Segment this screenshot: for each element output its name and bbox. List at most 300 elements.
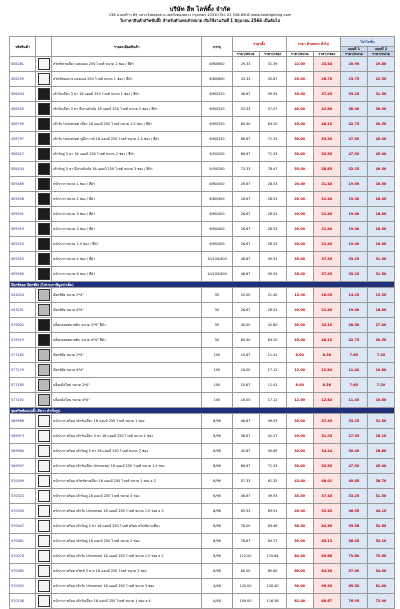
promo-tier1-price: 33.25 <box>340 87 367 102</box>
list-price-unit: 10.67 <box>232 378 259 393</box>
product-thumbnail <box>38 319 50 331</box>
product-code: SE9519 <box>10 222 36 237</box>
promo-tier1-price: 33.25 <box>340 267 367 282</box>
promo-tier2-price: 45.00 <box>367 132 394 147</box>
dealer-price-box: 23.54 <box>313 57 340 72</box>
promo-tier1-price: 28.50 <box>340 318 367 333</box>
promo-tier2-price: 18.00 <box>367 237 394 252</box>
promo-tier1-price: 79.80 <box>340 549 367 564</box>
pack-size: 6/96 <box>202 549 232 564</box>
product-code: 579002 <box>10 318 36 333</box>
product-code: SE8427 <box>10 147 36 162</box>
pack-size: 10/100/400 <box>202 267 232 282</box>
product-image <box>36 318 52 333</box>
product-image <box>36 303 52 318</box>
pack-size: 5/50/200 <box>202 162 232 177</box>
product-thumbnail <box>38 103 50 115</box>
product-description: สวิทช์สองทาง แสงแดง 250 โวลต์ ขนาด 1 ช่อง / สีดำ <box>52 72 202 87</box>
pack-size: 6/96 <box>202 444 232 459</box>
product-code: 570023 <box>10 489 36 504</box>
list-price-unit: 65.33 <box>232 504 259 519</box>
product-image <box>36 363 52 378</box>
list-price-unit: 26.67 <box>232 207 259 222</box>
product-thumbnail <box>38 595 50 607</box>
col-description: รายละเอียดสินค้า <box>52 37 202 57</box>
promo-tier2-price: 52.65 <box>367 519 394 534</box>
list-price-unit: 26.67 <box>232 303 259 318</box>
dealer-price-unit: 58.50 <box>286 519 313 534</box>
dealer-price-box: 21.40 <box>313 207 340 222</box>
product-image <box>36 348 52 363</box>
promo-tier2-price: 54.00 <box>367 564 394 579</box>
list-price-box: 28.53 <box>259 303 286 318</box>
table-row <box>10 267 395 282</box>
col-std-unit: ราคา/หน่วย <box>286 52 313 57</box>
product-code: SE9501 <box>10 207 36 222</box>
product-thumbnail <box>38 268 50 280</box>
pack-size: 6/60/400 <box>202 192 232 207</box>
dealer-price-unit: 59.00 <box>286 534 313 549</box>
promo-tier1-price: 40.85 <box>340 474 367 489</box>
col-list-box: ราคา/กล่อง <box>259 52 286 57</box>
promo-tier1-price: 33.25 <box>340 252 367 267</box>
promo-tier2-price: 10.80 <box>367 363 394 378</box>
dealer-price-unit: 50.00 <box>286 132 313 147</box>
dealer-price-box: 21.40 <box>313 222 340 237</box>
pack-size: 6/96 <box>202 504 232 519</box>
list-price-unit: 10.67 <box>232 348 259 363</box>
list-price-box: 49.93 <box>259 267 286 282</box>
dealer-price-box: 37.45 <box>313 87 340 102</box>
list-price-unit: 73.33 <box>232 162 259 177</box>
list-price-box: 49.93 <box>259 87 286 102</box>
list-price-unit: 53.33 <box>232 102 259 117</box>
list-price-unit: 66.67 <box>232 147 259 162</box>
list-price-unit: 109.00 <box>232 594 259 609</box>
col-tier2: แบบที่ 2 <box>367 47 394 52</box>
product-description: หน้ากาก ขนาด 1 ช่อง / สีดำ <box>52 177 202 192</box>
product-image <box>36 162 52 177</box>
promo-tier1-price: 19.00 <box>340 207 367 222</box>
list-price-box: 49.93 <box>259 252 286 267</box>
product-description: หน้ากาก พร้อม เต้ารับ Universal 16 แอมป์ 250 โวลต์ ขนาด 1.5 ช่อง x 2 <box>52 504 202 519</box>
promo-tier1-price: 46.55 <box>340 504 367 519</box>
product-image <box>36 579 52 594</box>
pack-size: 100 <box>202 393 232 408</box>
promo-tier2-price: 38.70 <box>367 474 394 489</box>
product-description: หน้ากาก พร้อม เต้ารับเดี่ยว 3 ขา 16 แอมป์ 250 โวลต์ ขนาด 1 ช่อง <box>52 429 202 444</box>
product-code: 577192 <box>10 393 36 408</box>
product-image <box>36 72 52 87</box>
dealer-price-unit: 90.00 <box>286 579 313 594</box>
list-price-box: 83.46 <box>259 519 286 534</box>
dealer-price-unit: 35.00 <box>286 489 313 504</box>
product-code: SE9553 <box>10 252 36 267</box>
list-price-unit: 26.67 <box>232 237 259 252</box>
product-thumbnail <box>38 460 50 472</box>
promo-tier1-price: 14.25 <box>340 288 367 303</box>
product-image <box>36 192 52 207</box>
promo-tier1-price: 55.58 <box>340 519 367 534</box>
dealer-price-box: 48.15 <box>313 333 340 348</box>
list-price-unit: 33.33 <box>232 72 259 87</box>
promo-tier2-price: 40.50 <box>367 117 394 132</box>
list-price-box: 11.41 <box>259 378 286 393</box>
product-description: หน้ากาก ขนาด 2 ช่อง / สีดำ <box>52 192 202 207</box>
dealer-price-unit: 20.00 <box>286 237 313 252</box>
product-description: หน้ากาก พร้อม เต้ารับเดี่ยว Universal 16 แอมป์ 250 โวลต์ ขนาด 1.5 ช่อง <box>52 459 202 474</box>
product-image <box>36 237 52 252</box>
promo-tier2-price: 28.80 <box>367 444 394 459</box>
document-subtitle: ใบราคาสินค้าสวิทช์ปลั๊ก สำหรับตัวแทนจำหน่าย เริ่มใช้งานวันที่ 1 มิถุนายน 2566 เป็นต้นไป <box>120 18 280 23</box>
promo-tier2-price: 18.00 <box>367 192 394 207</box>
product-description: หน้ากาก พร้อม เต้ารับ Universal 16 แอมป์ 250 โวลต์ ขนาด 3 ช่อง <box>52 579 202 594</box>
dealer-price-box: 12.84 <box>313 363 340 378</box>
product-description: บ๊อกซ์ฝัง ขนาด 2*4" <box>52 288 202 303</box>
dealer-price-unit: 40.00 <box>286 102 313 117</box>
product-code: 543231 <box>10 303 36 318</box>
list-price-box: 28.53 <box>259 177 286 192</box>
dealer-price-unit: 8.00 <box>286 348 313 363</box>
table-row <box>10 594 395 609</box>
dealer-price-box: 63.13 <box>313 534 340 549</box>
product-description: บล็อกฝังใหม่ ขนาด 4*4" <box>52 393 202 408</box>
promo-tier2-price: 53.10 <box>367 534 394 549</box>
product-description: หน้ากาก พร้อม เต้ารับ Universal 16 แอมป์ 250 โวลต์ ขนาด 1.5 ช่อง x 2 <box>52 549 202 564</box>
product-image <box>36 378 52 393</box>
product-thumbnail <box>38 580 50 592</box>
table-row <box>10 519 395 534</box>
list-price-unit: 46.67 <box>232 87 259 102</box>
promo-tier2-price: 36.00 <box>367 102 394 117</box>
dealer-price-unit: 20.00 <box>286 303 313 318</box>
pack-size: 6/96 <box>202 534 232 549</box>
table-row <box>10 288 395 303</box>
product-thumbnail <box>38 535 50 547</box>
product-code: 570078 <box>10 549 36 564</box>
product-thumbnail <box>38 364 50 376</box>
list-price-box: 17.12 <box>259 363 286 378</box>
promo-tier2-price: 7.20 <box>367 378 394 393</box>
dealer-price-box: 37.45 <box>313 414 340 429</box>
dealer-price-unit: 35.00 <box>286 87 313 102</box>
promo-tier2-price: 31.50 <box>367 87 394 102</box>
promo-tier2-price: 18.00 <box>367 177 394 192</box>
product-code: 543024 <box>10 288 36 303</box>
promo-tier2-price: 18.00 <box>367 303 394 318</box>
product-thumbnail <box>38 73 50 85</box>
list-price-box: 49.93 <box>259 489 286 504</box>
pack-size: 100 <box>202 348 232 363</box>
product-code: SE8403 <box>10 87 36 102</box>
product-image <box>36 57 52 72</box>
promo-tier1-price: 38.00 <box>340 102 367 117</box>
pack-size: 6/96 <box>202 414 232 429</box>
dealer-price-unit: 35.00 <box>286 414 313 429</box>
product-description: เต้ารับคู่ 3 ขา 16 แอมป์ 250 โวลต์ ขนาด 2 ช่อง / สีดำ <box>52 147 202 162</box>
table-row <box>10 162 395 177</box>
col-tier1-unit: ราคา/หน่วย <box>340 52 367 57</box>
list-price-unit: 66.67 <box>232 459 259 474</box>
dealer-price-box: 26.75 <box>313 72 340 87</box>
promo-tier2-price: 72.90 <box>367 594 394 609</box>
list-price-box: 71.33 <box>259 132 286 147</box>
product-thumbnail <box>38 520 50 532</box>
list-price-box: 49.93 <box>259 414 286 429</box>
dealer-price-box: 21.40 <box>313 237 340 252</box>
product-thumbnail <box>38 430 50 442</box>
list-price-box: 42.80 <box>259 318 286 333</box>
pack-size: 50 <box>202 288 232 303</box>
dealer-price-unit: 25.00 <box>286 72 313 87</box>
dealer-price-box: 48.15 <box>313 117 340 132</box>
product-description: หน้ากาก พร้อม สวิทช์ 3 ทาง 16 แอมป์ 250 โวลต์ ขนาด 2 ช่อง <box>52 564 202 579</box>
product-code: 570061 <box>10 534 36 549</box>
list-price-box: 85.60 <box>259 564 286 579</box>
pack-size: 6/96 <box>202 474 232 489</box>
product-code: SE9496 <box>10 192 36 207</box>
product-image <box>36 147 52 162</box>
list-price-unit: 78.00 <box>232 519 259 534</box>
table-row <box>10 147 395 162</box>
col-group-list: ราคาตั้ง <box>232 37 286 52</box>
dealer-price-unit: 35.00 <box>286 252 313 267</box>
table-row <box>10 207 395 222</box>
table-row <box>10 237 395 252</box>
list-price-unit: 40.00 <box>232 318 259 333</box>
list-price-box: 71.33 <box>259 147 286 162</box>
list-price-unit: 66.67 <box>232 132 259 147</box>
product-description: หน้ากาก พร้อม เต้ารับคู่ 3 ขา 16 แอมป์ 250 โวลต์ พร้อม สวิทช์ทางเดียว <box>52 519 202 534</box>
promo-tier1-price: 23.75 <box>340 72 367 87</box>
product-image <box>36 87 52 102</box>
list-price-unit: 46.67 <box>232 414 259 429</box>
product-image <box>36 459 52 474</box>
dealer-price-box: 52.43 <box>313 504 340 519</box>
promo-tier1-price: 20.90 <box>340 57 367 72</box>
table-row <box>10 57 395 72</box>
dealer-price-box: 31.03 <box>313 429 340 444</box>
pack-size: 4/48 <box>202 579 232 594</box>
dealer-price-box: 34.24 <box>313 444 340 459</box>
promo-tier1-price: 47.50 <box>340 459 367 474</box>
promo-tier1-price: 19.00 <box>340 192 367 207</box>
product-thumbnail <box>38 88 50 100</box>
dealer-price-box: 96.30 <box>313 579 340 594</box>
product-description: เต้ารับ Universal คู่มีกราวด์ 16 แอมป์ 250 โวลต์ ขนาด 1.5 ช่อง / สีดำ <box>52 132 202 147</box>
product-code: SE8261 <box>10 57 36 72</box>
table-row <box>10 489 395 504</box>
promo-tier1-price: 30.40 <box>340 444 367 459</box>
promo-tier1-price: 33.25 <box>340 414 367 429</box>
promo-tier2-price: 27.00 <box>367 318 394 333</box>
table-row <box>10 504 395 519</box>
table-row <box>10 102 395 117</box>
product-code: 570108 <box>10 594 36 609</box>
product-thumbnail <box>38 238 50 250</box>
product-description: เต้ารับเดี่ยว 3 ขา มีม่านนิรภัย 16 แอมป์ 250 โวลต์ ขนาด 2 ช่อง / สีดำ <box>52 102 202 117</box>
product-description: เต้ารับ Universal เดี่ยว 16 แอมป์ 250 โวลต์ ขนาด 1.5 ช่อง / สีดำ <box>52 117 202 132</box>
product-thumbnail <box>38 415 50 427</box>
product-thumbnail <box>38 490 50 502</box>
company-address: 238 ลาดพร้าว 89 แขวงวังทองหลาง เขตวังทองหลาง กรุงเทพฯ 10310 Tel: 02 538-8900 www.heatlighting.com <box>108 13 292 17</box>
table-row <box>10 222 395 237</box>
promo-tier2-price: 18.00 <box>367 207 394 222</box>
promo-tier2-price: 45.00 <box>367 147 394 162</box>
table-row <box>10 117 395 132</box>
list-price-unit: 60.00 <box>232 333 259 348</box>
promo-tier1-price: 47.50 <box>340 132 367 147</box>
table-row <box>10 132 395 147</box>
table-row <box>10 333 395 348</box>
table-body <box>10 57 395 609</box>
list-price-box: 31.39 <box>259 57 286 72</box>
promo-tier1-price: 11.40 <box>340 363 367 378</box>
product-description: หน้ากาก ขนาด 3 ช่อง / สีดำ <box>52 207 202 222</box>
product-thumbnail <box>38 289 50 301</box>
list-price-box: 61.35 <box>259 474 286 489</box>
list-price-unit: 46.67 <box>232 252 259 267</box>
dealer-price-unit: 45.00 <box>286 117 313 132</box>
dealer-price-box: 12.84 <box>313 393 340 408</box>
list-price-box: 45.65 <box>259 444 286 459</box>
dealer-price-box: 37.45 <box>313 489 340 504</box>
product-description: เต้ารับคู่ 3 ขา มีม่านนิรภัย 16 แอมป์ 250 โวลต์ ขนาด 3 ช่อง / สีดำ <box>52 162 202 177</box>
pack-size: 6/60/320 <box>202 117 232 132</box>
product-description: หน้ากาก พร้อม เต้ารับคู่ 16 แอมป์ 250 โวลต์ ขนาด 2 ช่อง <box>52 534 202 549</box>
product-image <box>36 534 52 549</box>
table-row <box>10 444 395 459</box>
product-image <box>36 222 52 237</box>
product-image <box>36 594 52 609</box>
dealer-price-box: 8.56 <box>313 348 340 363</box>
product-image <box>36 288 52 303</box>
product-description: หน้ากาก พร้อม เต้ารับคู่ 16 แอมป์ 250 โวลต์ ขนาด 3 ช่อง <box>52 489 202 504</box>
col-list-unit: ราคา/หน่วย <box>232 52 259 57</box>
col-image <box>36 37 52 57</box>
promo-tier1-price: 27.55 <box>340 429 367 444</box>
promo-tier1-price: 42.75 <box>340 333 367 348</box>
category-title: ชุดสวิทช์และปลั๊ก สีขาว สำเร็จรูป <box>10 408 395 414</box>
promo-tier1-price: 19.00 <box>340 303 367 318</box>
product-thumbnail <box>38 148 50 160</box>
product-code: SE8797 <box>10 132 36 147</box>
col-pack: บรรจุ <box>202 37 232 57</box>
table-row <box>10 579 395 594</box>
product-image <box>36 132 52 147</box>
list-price-unit: 26.67 <box>232 177 259 192</box>
product-code: 569997 <box>10 459 36 474</box>
product-image <box>36 207 52 222</box>
product-image <box>36 504 52 519</box>
pack-size: 10/100/400 <box>202 252 232 267</box>
promo-tier1-price: 42.75 <box>340 117 367 132</box>
dealer-price-unit: 12.00 <box>286 393 313 408</box>
product-code: SE9560 <box>10 267 36 282</box>
table-row <box>10 429 395 444</box>
list-price-box: 71.33 <box>259 459 286 474</box>
product-thumbnail <box>38 349 50 361</box>
product-image <box>36 474 52 489</box>
list-price-box: 35.67 <box>259 72 286 87</box>
promo-tier2-price: 31.50 <box>367 489 394 504</box>
col-code: รหัสสินค้า <box>10 37 36 57</box>
product-description: หน้ากาก พร้อม เต้ารับเดี่ยว 16 แอมป์ 250 โวลต์ ขนาด 1 ช่อง x 4 <box>52 594 202 609</box>
pack-size: 6/96 <box>202 429 232 444</box>
promo-tier2-price: 49.50 <box>367 162 394 177</box>
col-tier2-unit: ราคา/หน่วย <box>367 52 394 57</box>
pack-size: 100 <box>202 378 232 393</box>
table-row <box>10 177 395 192</box>
pack-size: 50 <box>202 303 232 318</box>
category-title: บ๊อกซ์ลอย บ๊อกซ์ฝัง (ไม่รวมภาษีมูลค่าเพิ่ม) <box>10 282 395 288</box>
table-row <box>10 363 395 378</box>
dealer-price-unit: 45.00 <box>286 333 313 348</box>
product-code: SE9489 <box>10 177 36 192</box>
list-price-unit: 46.67 <box>232 489 259 504</box>
product-thumbnail <box>38 208 50 220</box>
product-description: เต้ารับเดี่ยว 3 ขา 16 แอมป์ 250 โวลต์ ขนาด 1 ช่อง / สีดำ <box>52 87 202 102</box>
list-price-unit: 57.33 <box>232 474 259 489</box>
product-image <box>36 444 52 459</box>
dealer-price-unit: 60.00 <box>286 564 313 579</box>
promo-tier1-price: 47.50 <box>340 147 367 162</box>
table-row <box>10 252 395 267</box>
product-code: 577185 <box>10 378 36 393</box>
table-row <box>10 192 395 207</box>
product-code: 579019 <box>10 333 36 348</box>
dealer-price-unit: 29.00 <box>286 429 313 444</box>
product-thumbnail <box>38 445 50 457</box>
product-image <box>36 267 52 282</box>
list-price-box: 69.91 <box>259 504 286 519</box>
dealer-price-unit: 30.00 <box>286 318 313 333</box>
promo-tier1-price: 19.00 <box>340 222 367 237</box>
dealer-price-unit: 49.00 <box>286 504 313 519</box>
dealer-price-unit: 20.00 <box>286 177 313 192</box>
table-row <box>10 72 395 87</box>
promo-tier2-price: 7.20 <box>367 348 394 363</box>
dealer-price-unit: 20.00 <box>286 222 313 237</box>
product-description: หน้ากาก ขนาด 3 ช่อง / สีดำ <box>52 222 202 237</box>
dealer-price-unit: 84.00 <box>286 549 313 564</box>
pack-size: 6/60/320 <box>202 87 232 102</box>
pack-size: 50 <box>202 318 232 333</box>
list-price-box: 128.40 <box>259 579 286 594</box>
promo-tier1-price: 57.00 <box>340 564 367 579</box>
list-price-box: 116.56 <box>259 594 286 609</box>
product-image <box>36 549 52 564</box>
promo-tier2-price: 18.00 <box>367 222 394 237</box>
promo-tier2-price: 19.80 <box>367 57 394 72</box>
product-code: 570092 <box>10 579 36 594</box>
promo-tier2-price: 44.10 <box>367 504 394 519</box>
table-row <box>10 378 395 393</box>
pack-size: 6/60/320 <box>202 102 232 117</box>
list-price-box: 28.53 <box>259 237 286 252</box>
price-table <box>9 36 395 609</box>
product-code: 570030 <box>10 504 36 519</box>
table-row <box>10 564 395 579</box>
list-price-box: 28.53 <box>259 192 286 207</box>
dealer-price-box: 21.40 <box>313 177 340 192</box>
dealer-price-box: 53.50 <box>313 132 340 147</box>
product-description: หน้ากาก ขนาด 1.5 ช่อง / สีดำ <box>52 237 202 252</box>
product-thumbnail <box>38 394 50 406</box>
product-code: 570047 <box>10 519 36 534</box>
list-price-box: 11.41 <box>259 348 286 363</box>
product-thumbnail <box>38 565 50 577</box>
